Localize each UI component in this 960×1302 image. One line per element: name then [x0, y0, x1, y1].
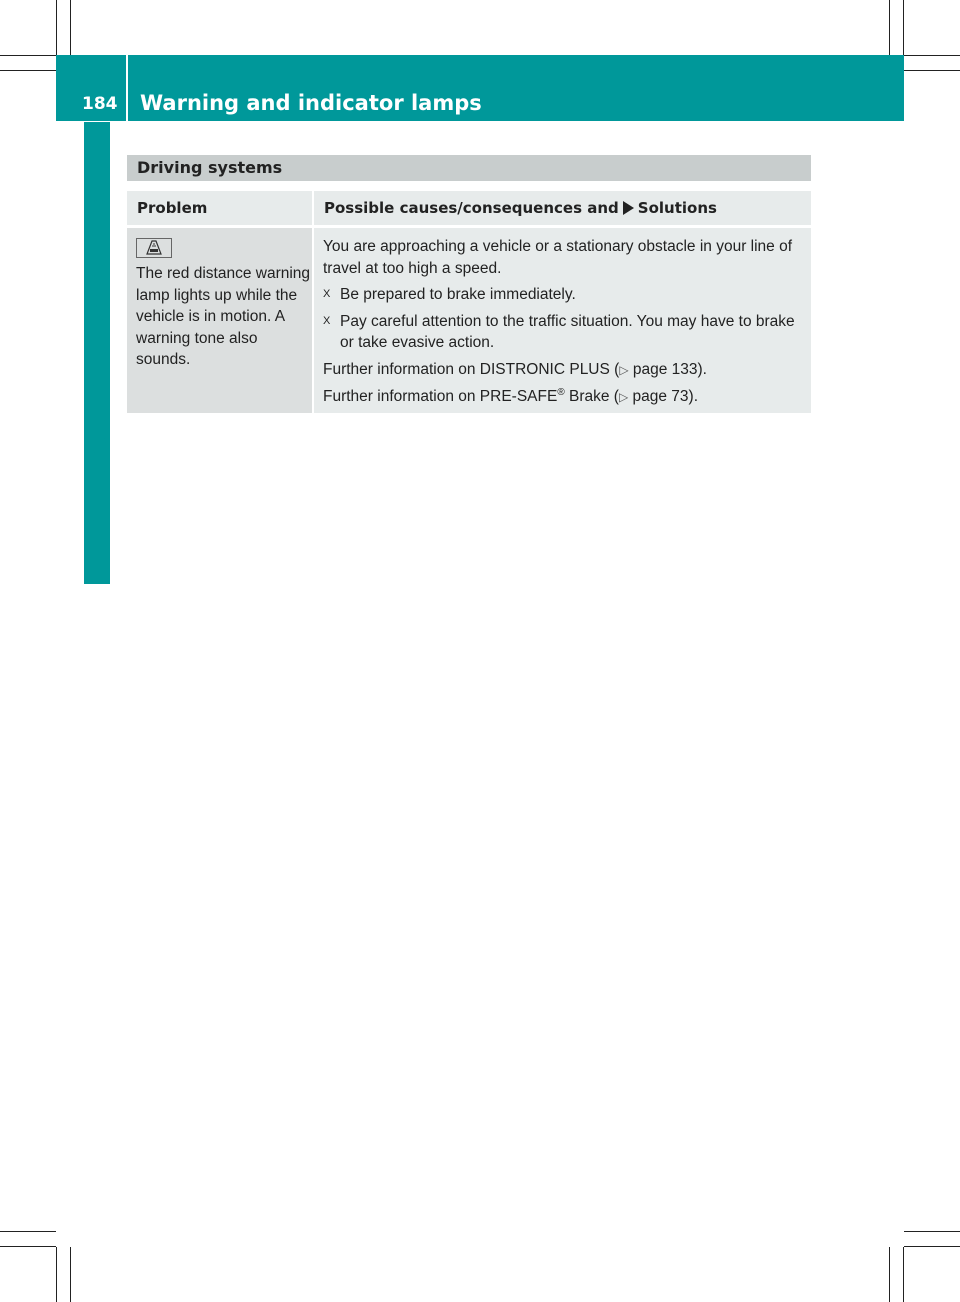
crop-mark: [56, 0, 57, 55]
warning-table: [127, 155, 811, 413]
page-ref-icon: ▷: [619, 362, 629, 377]
crop-mark: [70, 1247, 71, 1302]
crop-mark: [904, 70, 960, 71]
further-info-text-mid: Brake (: [564, 388, 619, 405]
solution-cell: [314, 228, 811, 413]
distance-warning-lamp-icon: [136, 238, 172, 258]
crop-mark: [0, 55, 56, 56]
crop-mark: [889, 0, 890, 55]
step-marker-icon: X: [323, 314, 331, 327]
table-title: Driving systems: [127, 155, 811, 181]
further-info-distronic: [323, 359, 811, 382]
crop-mark: [0, 1231, 56, 1232]
list-item: [323, 284, 811, 306]
page-reference-link[interactable]: page 73).: [632, 388, 698, 405]
column-header-problem: Problem: [127, 191, 312, 225]
further-info-presafe: [323, 386, 811, 409]
step-text: Pay careful attention to the traffic situation. You may have to brake or take evasive action.: [340, 312, 795, 351]
problem-cell: [127, 228, 312, 413]
table-row: [127, 228, 811, 413]
crop-mark: [70, 0, 71, 55]
further-info-text: Further information on PRE-SAFE: [323, 388, 558, 405]
crop-mark: [904, 55, 960, 56]
cause-text: You are approaching a vehicle or a stationary obstacle in your line of travel at too high a speed.: [323, 238, 793, 277]
crop-mark: [0, 1246, 56, 1247]
list-item: [323, 311, 811, 354]
crop-mark: [889, 1247, 890, 1302]
registered-mark: ®: [557, 386, 565, 398]
column-header-solutions: [314, 191, 811, 225]
further-info-text: Further information on DISTRONIC PLUS (: [323, 360, 620, 378]
table-header-row: [127, 191, 811, 225]
side-tab-text: On-board computer and displays: [86, 142, 112, 548]
crop-mark: [904, 1231, 960, 1232]
crop-mark: [903, 1247, 904, 1302]
header-divider: [126, 55, 128, 121]
solutions-arrow-icon: [623, 201, 634, 215]
side-tab-label: [84, 142, 114, 548]
crop-mark: [903, 0, 904, 55]
crop-mark: [904, 1246, 960, 1247]
page-reference-link[interactable]: page 133).: [632, 360, 707, 378]
column-header-solutions-text: Solutions: [637, 199, 717, 217]
column-header-causes-text: Possible causes/consequences and: [324, 199, 619, 217]
page-ref-icon: ▷: [618, 390, 629, 404]
step-text: Be prepared to brake immediately.: [340, 286, 576, 303]
crop-mark: [0, 70, 56, 71]
problem-description: The red distance warning lamp lights up while the vehicle is in motion. A warning tone also sounds.: [136, 265, 311, 368]
step-marker-icon: X: [323, 288, 331, 300]
crop-mark: [56, 1247, 57, 1302]
section-title: Warning and indicator lamps: [140, 91, 482, 115]
page-number: 184: [82, 94, 118, 114]
